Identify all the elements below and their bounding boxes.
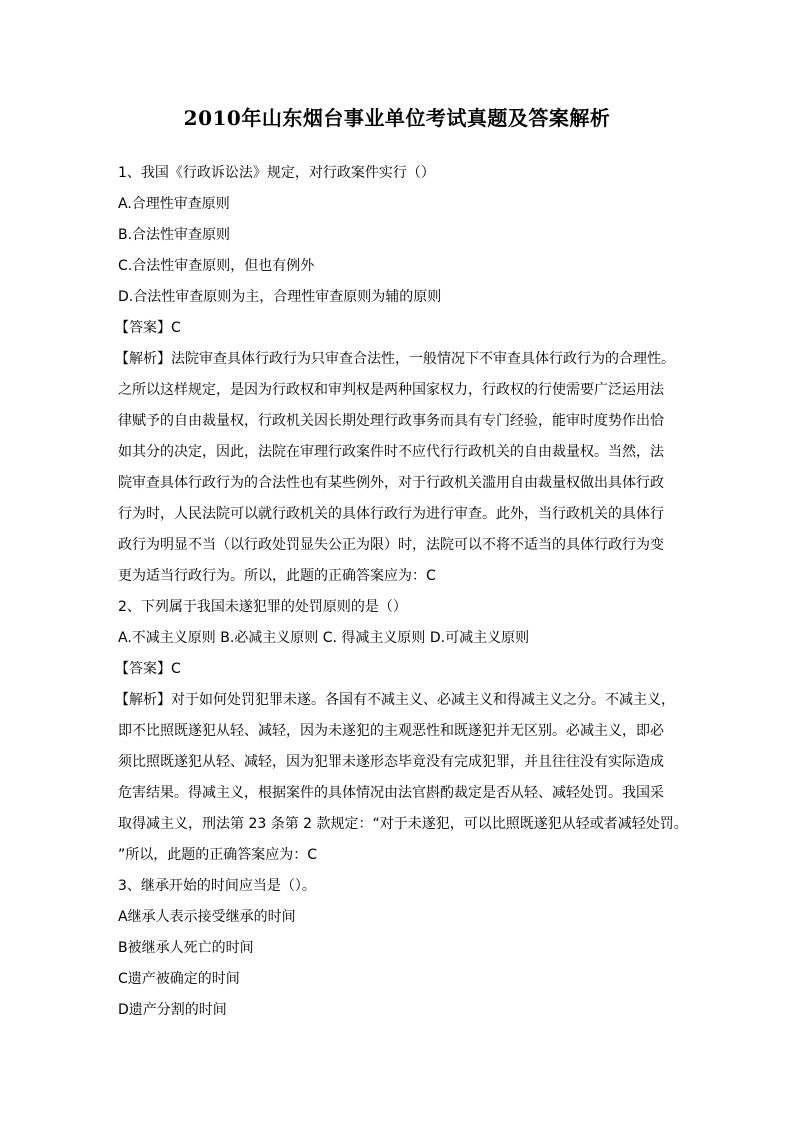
question-1-analysis-line: 院审查具体行政行为的合法性也有某些例外，对于行政机关滥用自由裁量权做出具体行政 — [118, 475, 664, 491]
question-1-analysis-line: 【解析】法院审查具体行政行为只审查合法性，一般情况下不审查具体行政行为的合理性。 — [115, 351, 675, 367]
question-3-option-c: C遗产被确定的时间 — [118, 971, 240, 987]
question-1-option-c: C.合法性审查原则，但也有例外 — [118, 258, 315, 274]
question-1-analysis-line: 行为时，人民法院可以就行政机关的具体行政行为进行审查。此外，当行政机关的具体行 — [118, 506, 664, 522]
question-2-answer: 【答案】C — [115, 661, 181, 677]
question-1-option-a: A.合理性审查原则 — [118, 196, 230, 212]
question-1-option-b: B.合法性审查原则 — [118, 227, 231, 243]
question-1-analysis-line: 如其分的决定，因此，法院在审理行政案件时不应代行行政机关的自由裁量权。当然，法 — [118, 444, 664, 460]
question-3-option-d: D遗产分割的时间 — [118, 1002, 227, 1018]
question-1-analysis-line: 更为适当行政行为。所以，此题的正确答案应为：C — [118, 568, 436, 584]
question-2-analysis-line: 危害结果。得减主义，根据案件的具体情况由法官斟酌裁定是否从轻、减轻处罚。我国采 — [118, 785, 664, 801]
question-2-analysis-line: 即不比照既遂犯从轻、减轻，因为未遂犯的主观恶性和既遂犯并无区别。必减主义，即必 — [118, 723, 664, 739]
question-2-options: A.不减主义原则 B.必减主义原则 C. 得减主义原则 D.可减主义原则 — [118, 630, 530, 646]
question-1-analysis-line: 律赋予的自由裁量权，行政机关因长期处理行政事务而具有专门经验，能审时度势作出恰 — [118, 413, 664, 429]
question-2-analysis-line: 须比照既遂犯从轻、减轻，因为犯罪未遂形态毕竟没有完成犯罪，并且往往没有实际造成 — [118, 754, 664, 770]
question-3-option-b: B被继承人死亡的时间 — [118, 940, 254, 956]
question-2-analysis-line: ”所以，此题的正确答案应为：C — [118, 847, 318, 863]
question-3-option-a: A继承人表示接受继承的时间 — [118, 909, 296, 925]
question-1-analysis-line: 之所以这样规定，是因为行政权和审判权是两种国家权力，行政权的行使需要广泛运用法 — [118, 382, 664, 398]
document-body — [115, 158, 688, 1026]
question-2-analysis-line: 【解析】对于如何处罚犯罪未遂。各国有不减主义、必减主义和得减主义之分。不减主义， — [115, 692, 675, 708]
question-1-stem: 1、我国《行政诉讼法》规定，对行政案件实行（） — [118, 165, 435, 181]
document-title: 2010年山东烟台事业单位考试真题及答案解析 — [183, 106, 611, 130]
question-1-analysis-line: 政行为明显不当（以行政处罚显失公正为限）时，法院可以不将不适当的具体行政行为变 — [118, 537, 664, 553]
question-1-option-d: D.合法性审查原则为主，合理性审查原则为辅的原则 — [118, 289, 442, 305]
question-2-stem: 2、下列属于我国未遂犯罪的处罚原则的是（） — [118, 599, 407, 615]
question-1-answer: 【答案】C — [115, 320, 181, 336]
question-2-analysis-line: 取得减主义，刑法第 23 条第 2 款规定：“对于未遂犯，可以比照既遂犯从轻或者减轻处罚。 — [118, 816, 688, 832]
question-3-stem: 3、继承开始的时间应当是（）。 — [118, 878, 316, 894]
